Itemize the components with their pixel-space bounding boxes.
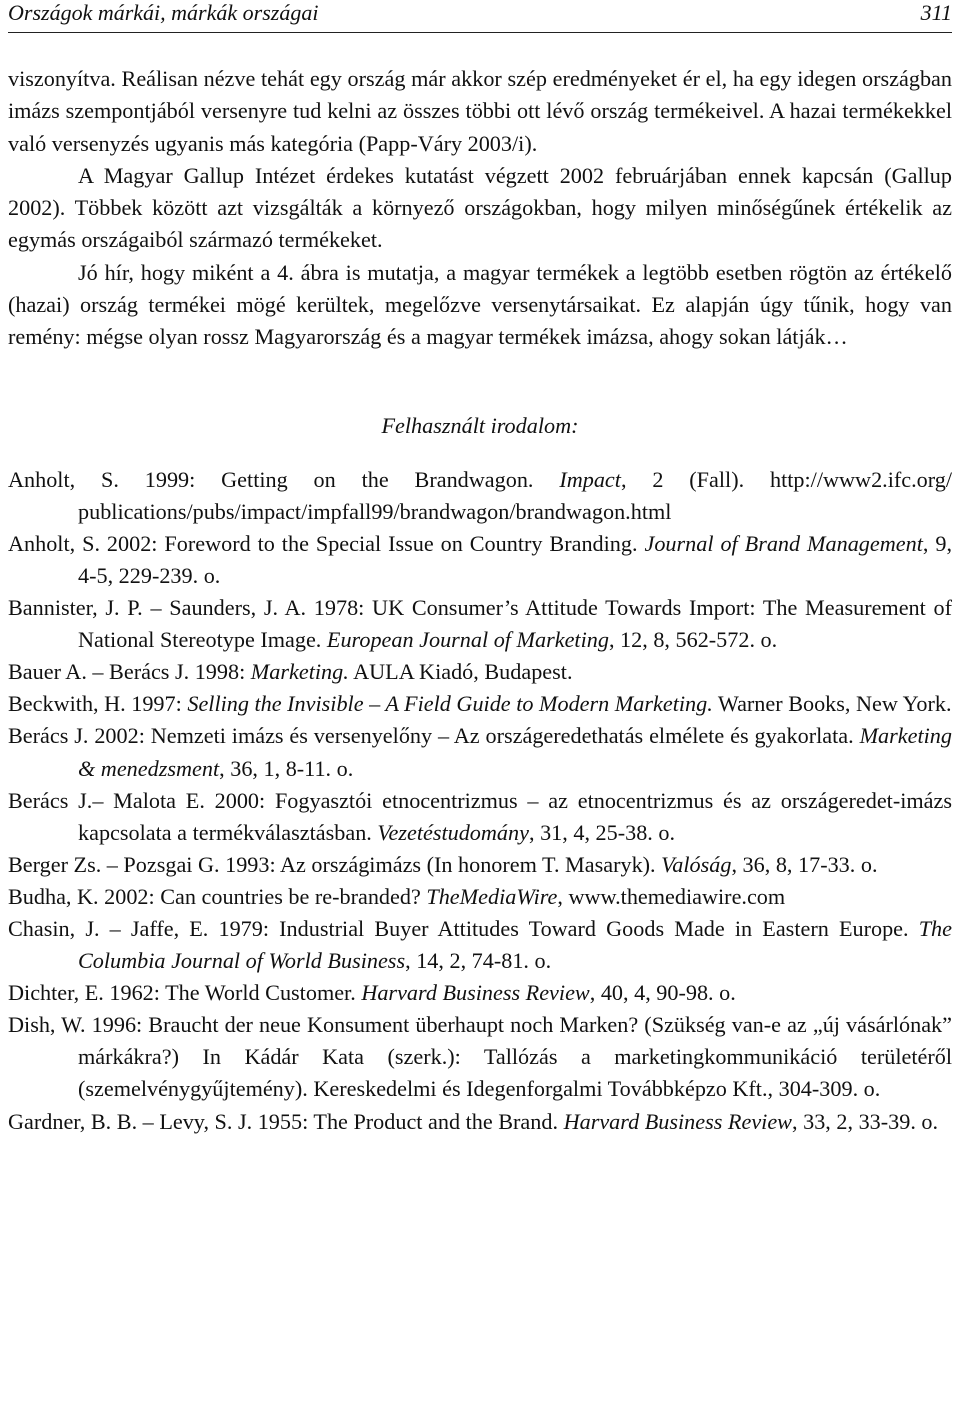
reference-text: Anholt, S. 2002: Foreword to the Special Issue on Country Branding. — [8, 530, 645, 556]
reference-source: Journal of Brand Management — [644, 530, 923, 556]
reference-text: Berács J. 2002: Nemzeti imázs és versenyelőny – Az országeredethatás elmélete és gyakorlata. — [8, 723, 860, 749]
reference-item — [8, 881, 952, 913]
reference-text: Dish, W. 1996: Braucht der neue Konsument überhaupt noch Marken? (Szükség van-e az „új vásárlónak” márkákra?) In Kádár Kata (szerk.): Tallózás a marketingkommunikáció területéről (szemelvénygyűjtemény). Kereskedelmi és Idegenforgalmi Továbbképzo Kft., 304-309. o. — [8, 1012, 952, 1102]
reference-details: , 9, 4-5, 229-239. o. — [78, 530, 952, 588]
reference-item — [8, 592, 952, 656]
reference-source: Selling the Invisible – A Field Guide to Modern Marketing. — [187, 691, 713, 717]
reference-details: , www.themediawire.com — [557, 883, 786, 909]
reference-text: Gardner, B. B. – Levy, S. J. 1955: The Product and the Brand. — [8, 1108, 564, 1134]
reference-source: Marketing & menedzsment — [78, 723, 952, 781]
reference-details: , 36, 8, 17-33. o. — [731, 851, 878, 877]
reference-item — [8, 1009, 952, 1105]
reference-details: , 12, 8, 562-572. o. — [608, 627, 778, 653]
reference-details: Warner Books, New York. — [712, 691, 952, 717]
reference-item — [8, 528, 952, 592]
reference-source: TheMediaWire — [426, 883, 558, 909]
reference-item — [8, 849, 952, 881]
reference-item — [8, 913, 952, 977]
reference-list — [8, 464, 952, 1138]
reference-text: Bauer A. – Berács J. 1998: — [8, 659, 251, 685]
reference-item — [8, 656, 952, 688]
reference-details: , 36, 1, 8-11. o. — [219, 755, 354, 781]
reference-details: , 2 (Fall). http://www2.ifc.org/ publications/pubs/impact/impfall99/brandwagon/brandwagon.html — [78, 466, 952, 524]
reference-text: Berger Zs. – Pozsgai G. 1993: Az országimázs (In honorem T. Masaryk). — [8, 851, 662, 877]
reference-source: Marketing. — [250, 659, 349, 685]
document-page — [8, 0, 952, 1138]
reference-details: , 14, 2, 74-81. o. — [405, 948, 552, 974]
reference-source: Impact — [559, 466, 621, 492]
reference-source: European Journal of Marketing — [326, 627, 609, 653]
reference-source: The Columbia Journal of World Business — [78, 915, 952, 974]
reference-text: Chasin, J. – Jaffe, E. 1979: Industrial Buyer Attitudes Toward Goods Made in Eastern Europe. — [8, 915, 919, 941]
reference-text: Bannister, J. P. – Saunders, J. A. 1978: UK Consumer’s Attitude Towards Import: The Measurement of National Stereotype Image. — [8, 595, 952, 653]
references-heading: Felhasznált irodalom: — [381, 412, 579, 438]
running-header-title: Országok márkái, márkák országai — [8, 0, 319, 25]
reference-details: , 31, 4, 25-38. o. — [528, 819, 676, 845]
reference-item — [8, 688, 952, 720]
page-number: 311 — [920, 0, 952, 25]
reference-source: Harvard Business Review — [361, 980, 590, 1006]
reference-text: Anholt, S. 1999: Getting on the Brandwagon. — [8, 466, 560, 492]
reference-details: , 33, 2, 33-39. o. — [792, 1108, 939, 1134]
reference-item — [8, 720, 952, 784]
running-header — [8, 0, 952, 33]
reference-item — [8, 1106, 952, 1138]
body-text — [8, 63, 952, 354]
reference-text: Dichter, E. 1962: The World Customer. — [8, 980, 362, 1006]
reference-source: Vezetéstudomány — [377, 819, 529, 845]
reference-details: AULA Kiadó, Budapest. — [348, 659, 573, 685]
paragraph: Jó hír, hogy miként a 4. ábra is mutatja, a magyar termékek a legtöbb esetben rögtön az értékelő (hazai) ország termékei mögé kerültek, megelőzve versenytársaikat. Ez alapján úgy tűnik, hogy van remény: mégse olyan rossz Magyarország és a magyar termékek imázsa, ahogy sokan látják… — [8, 259, 952, 350]
reference-text: Beckwith, H. 1997: — [8, 691, 188, 717]
reference-text: Budha, K. 2002: Can countries be re-branded? — [8, 883, 427, 909]
reference-item — [8, 464, 952, 528]
reference-source: Harvard Business Review — [563, 1108, 792, 1134]
reference-text: Berács J.– Malota E. 2000: Fogyasztói etnocentrizmus – az etnocentrizmus és az országeredet-imázs kapcsolata a termékválasztásban. — [8, 787, 952, 845]
reference-source: Valóság — [661, 851, 732, 877]
reference-details: , 40, 4, 90-98. o. — [589, 980, 736, 1006]
paragraph: viszonyítva. Reálisan nézve tehát egy ország már akkor szép eredményeket ér el, ha egy idegen országban imázs szempontjából versenyre tud kelni az összes többi ott lévő ország termékeivel. A hazai termékekkel való versenyzés ugyanis más kategória (Papp-Váry 2003/i). — [8, 66, 952, 156]
reference-item — [8, 785, 952, 849]
paragraph: A Magyar Gallup Intézet érdekes kutatást végzett 2002 februárjában ennek kapcsán (Gallup 2002). Többek között azt vizsgálták a környező országokban, hogy milyen minőségűnek értékelik az egymás országaiból származó termékeket. — [8, 162, 952, 253]
reference-item — [8, 977, 952, 1009]
